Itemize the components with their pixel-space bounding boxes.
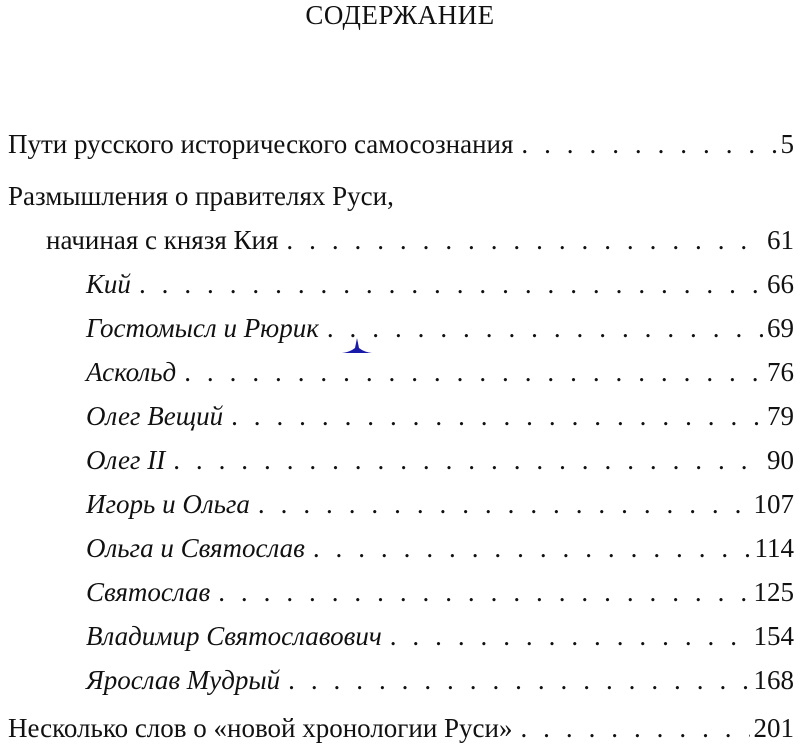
- toc-entry: [86, 620, 794, 652]
- toc-entry-page: 168: [753, 665, 794, 695]
- toc-entry-title: Несколько слов о «новой хронологии Руси»: [8, 713, 513, 743]
- dot-leader: [390, 620, 750, 652]
- toc-entry-page: 69: [767, 313, 794, 343]
- dot-leader: [520, 712, 749, 744]
- toc-entry: [86, 576, 794, 608]
- toc-entry: [46, 224, 794, 256]
- toc-entry: [86, 268, 794, 300]
- toc-entry-title: Владимир Святославович: [86, 621, 382, 651]
- toc-entry-title: Пути русского исторического самосознания: [8, 129, 514, 159]
- toc-entry-page: 90: [767, 445, 794, 475]
- toc-entry-page: 125: [753, 577, 794, 607]
- toc-entry-page: 79: [767, 401, 794, 431]
- dot-leader: [313, 532, 751, 564]
- dot-leader: [521, 128, 776, 160]
- toc-entry: [86, 312, 794, 344]
- dot-leader: [286, 224, 763, 256]
- toc-entry-page: 201: [753, 713, 794, 743]
- toc-entry-page: 66: [767, 269, 794, 299]
- dot-leader: [327, 312, 763, 344]
- toc-entry: [86, 356, 794, 388]
- dot-leader: [218, 576, 749, 608]
- toc-entry-page: 76: [767, 357, 794, 387]
- dot-leader: [231, 400, 763, 432]
- toc-entry-page: 154: [753, 621, 794, 651]
- toc-entry: [86, 400, 794, 432]
- toc-entry-title: Размышления о правителях Руси,: [8, 181, 394, 211]
- toc-entry-page: 5: [780, 129, 794, 159]
- toc-entry-title: Ольга и Святослав: [86, 533, 305, 563]
- dot-leader: [173, 444, 763, 476]
- toc-entry-title: Кий: [86, 269, 131, 299]
- toc-entry-title: Гостомысл и Рюрик: [86, 313, 319, 343]
- dot-leader: [288, 664, 749, 696]
- toc-entry: [86, 532, 794, 564]
- toc-entry: [86, 488, 794, 520]
- dot-leader: [258, 488, 750, 520]
- toc-entry-title: Игорь и Ольга: [86, 489, 250, 519]
- toc-entry-title: начиная с князя Кия: [46, 225, 279, 255]
- toc-entry-page: 107: [753, 489, 794, 519]
- toc-entry-title: Аскольд: [86, 357, 177, 387]
- toc-entry-title: Ярослав Мудрый: [86, 665, 281, 695]
- dot-leader: [139, 268, 763, 300]
- toc-entry-page: 114: [754, 533, 794, 563]
- toc-entry: [86, 444, 794, 476]
- toc-entry-title: Олег Вещий: [86, 401, 224, 431]
- toc-entry-page: 61: [767, 225, 794, 255]
- toc-entry: [8, 128, 794, 160]
- page-title: СОДЕРЖАНИЕ: [305, 0, 495, 30]
- toc-entry-title: Олег II: [86, 445, 166, 475]
- toc-entry: [8, 180, 794, 212]
- toc-entry: [8, 712, 794, 744]
- toc-entry: [86, 664, 794, 696]
- text-cursor-icon: [342, 338, 372, 354]
- dot-leader: [184, 356, 763, 388]
- toc-entry-title: Святослав: [86, 577, 211, 607]
